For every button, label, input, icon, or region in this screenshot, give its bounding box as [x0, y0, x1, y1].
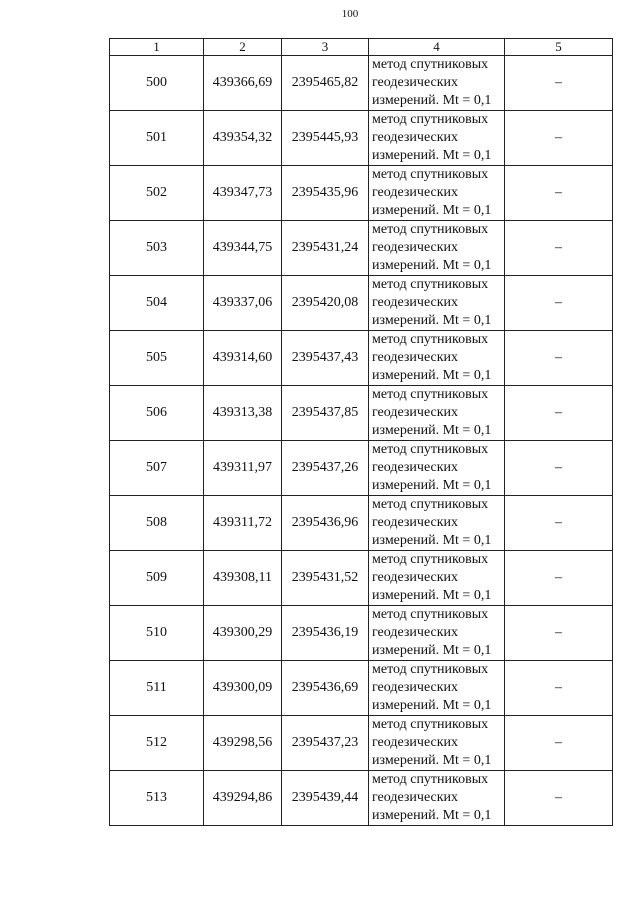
method-line: геодезических: [372, 460, 459, 475]
method-line: геодезических: [372, 295, 459, 310]
method-line: метод спутниковых: [372, 167, 489, 182]
point-number: 510: [110, 606, 204, 661]
coordinate-x: 439311,72: [204, 496, 282, 551]
method-cell: [369, 441, 505, 496]
coordinate-x: 439354,32: [204, 111, 282, 166]
method-line: метод спутниковых: [372, 57, 489, 72]
coordinate-x: 439294,86: [204, 771, 282, 826]
coordinate-y: 2395420,08: [282, 276, 369, 331]
method-line: метод спутниковых: [372, 387, 489, 402]
method-line: геодезических: [372, 625, 459, 640]
method-line: метод спутниковых: [372, 607, 489, 622]
coordinate-y: 2395437,26: [282, 441, 369, 496]
table-row: [110, 496, 613, 551]
method-line: метод спутниковых: [372, 112, 489, 127]
method-cell: [369, 716, 505, 771]
table-row: [110, 441, 613, 496]
method-line: метод спутниковых: [372, 277, 489, 292]
method-line: геодезических: [372, 130, 459, 145]
method-line: метод спутниковых: [372, 552, 489, 567]
coordinate-x: 439344,75: [204, 221, 282, 276]
method-line: измерений. Mt = 0,1: [372, 368, 492, 383]
column-5-value: –: [505, 331, 613, 386]
point-number: 506: [110, 386, 204, 441]
coordinate-x: 439298,56: [204, 716, 282, 771]
method-cell: [369, 496, 505, 551]
method-line: измерений. Mt = 0,1: [372, 533, 492, 548]
point-number: 503: [110, 221, 204, 276]
method-cell: [369, 166, 505, 221]
coordinate-x: 439337,06: [204, 276, 282, 331]
column-5-value: –: [505, 221, 613, 276]
method-cell: [369, 111, 505, 166]
column-5-value: –: [505, 716, 613, 771]
method-line: измерений. Mt = 0,1: [372, 423, 492, 438]
coordinate-x: 439311,97: [204, 441, 282, 496]
method-line: измерений. Mt = 0,1: [372, 148, 492, 163]
point-number: 511: [110, 661, 204, 716]
method-line: геодезических: [372, 405, 459, 420]
coordinate-x: 439300,29: [204, 606, 282, 661]
method-line: измерений. Mt = 0,1: [372, 313, 492, 328]
method-line: измерений. Mt = 0,1: [372, 93, 492, 108]
coordinate-x: 439300,09: [204, 661, 282, 716]
table-row: [110, 166, 613, 221]
header-col-4: 4: [369, 39, 505, 56]
method-line: геодезических: [372, 570, 459, 585]
method-cell: [369, 771, 505, 826]
table-row: [110, 111, 613, 166]
column-5-value: –: [505, 661, 613, 716]
method-line: геодезических: [372, 240, 459, 255]
method-line: геодезических: [372, 515, 459, 530]
column-5-value: –: [505, 606, 613, 661]
coordinate-x: 439313,38: [204, 386, 282, 441]
method-line: метод спутниковых: [372, 332, 489, 347]
column-5-value: –: [505, 276, 613, 331]
coordinate-y: 2395445,93: [282, 111, 369, 166]
table-row: [110, 661, 613, 716]
point-number: 508: [110, 496, 204, 551]
coordinate-y: 2395436,69: [282, 661, 369, 716]
method-line: измерений. Mt = 0,1: [372, 753, 492, 768]
coordinate-x: 439308,11: [204, 551, 282, 606]
method-cell: [369, 551, 505, 606]
table-row: [110, 716, 613, 771]
coordinate-x: 439366,69: [204, 56, 282, 111]
method-line: измерений. Mt = 0,1: [372, 258, 492, 273]
coordinate-x: 439347,73: [204, 166, 282, 221]
coordinate-y: 2395439,44: [282, 771, 369, 826]
header-col-1: 1: [110, 39, 204, 56]
method-cell: [369, 221, 505, 276]
point-number: 507: [110, 441, 204, 496]
column-5-value: –: [505, 771, 613, 826]
method-line: метод спутниковых: [372, 497, 489, 512]
method-line: геодезических: [372, 680, 459, 695]
method-line: геодезических: [372, 350, 459, 365]
point-number: 505: [110, 331, 204, 386]
method-cell: [369, 331, 505, 386]
point-number: 500: [110, 56, 204, 111]
coordinate-y: 2395435,96: [282, 166, 369, 221]
table-row: [110, 386, 613, 441]
table-row: [110, 551, 613, 606]
table-row: [110, 56, 613, 111]
method-line: геодезических: [372, 790, 459, 805]
method-line: метод спутниковых: [372, 717, 489, 732]
coordinate-y: 2395431,24: [282, 221, 369, 276]
column-5-value: –: [505, 56, 613, 111]
method-line: измерений. Mt = 0,1: [372, 203, 492, 218]
coordinate-x: 439314,60: [204, 331, 282, 386]
method-line: геодезических: [372, 75, 459, 90]
method-cell: [369, 606, 505, 661]
method-line: измерений. Mt = 0,1: [372, 698, 492, 713]
coordinate-y: 2395465,82: [282, 56, 369, 111]
coordinate-y: 2395437,23: [282, 716, 369, 771]
method-line: измерений. Mt = 0,1: [372, 808, 492, 823]
method-cell: [369, 56, 505, 111]
table-row: [110, 331, 613, 386]
column-5-value: –: [505, 441, 613, 496]
table-row: [110, 771, 613, 826]
column-5-value: –: [505, 111, 613, 166]
header-col-3: 3: [282, 39, 369, 56]
table-row: [110, 606, 613, 661]
point-number: 501: [110, 111, 204, 166]
coordinate-y: 2395437,85: [282, 386, 369, 441]
table-header-row: [110, 39, 613, 56]
column-5-value: –: [505, 551, 613, 606]
method-line: метод спутниковых: [372, 772, 489, 787]
method-line: геодезических: [372, 735, 459, 750]
point-number: 512: [110, 716, 204, 771]
method-cell: [369, 386, 505, 441]
method-line: измерений. Mt = 0,1: [372, 588, 492, 603]
method-line: метод спутниковых: [372, 442, 489, 457]
coordinate-y: 2395437,43: [282, 331, 369, 386]
coordinate-y: 2395436,19: [282, 606, 369, 661]
method-line: измерений. Mt = 0,1: [372, 643, 492, 658]
column-5-value: –: [505, 386, 613, 441]
header-col-5: 5: [505, 39, 613, 56]
point-number: 509: [110, 551, 204, 606]
method-cell: [369, 661, 505, 716]
table-row: [110, 276, 613, 331]
point-number: 504: [110, 276, 204, 331]
point-number: 502: [110, 166, 204, 221]
page-number: 100: [341, 8, 359, 20]
point-number: 513: [110, 771, 204, 826]
method-line: геодезических: [372, 185, 459, 200]
coordinate-y: 2395431,52: [282, 551, 369, 606]
column-5-value: –: [505, 166, 613, 221]
column-5-value: –: [505, 496, 613, 551]
header-col-2: 2: [204, 39, 282, 56]
method-line: метод спутниковых: [372, 662, 489, 677]
method-cell: [369, 276, 505, 331]
method-line: метод спутниковых: [372, 222, 489, 237]
coordinate-y: 2395436,96: [282, 496, 369, 551]
method-line: измерений. Mt = 0,1: [372, 478, 492, 493]
table-row: [110, 221, 613, 276]
coordinates-table: [109, 38, 613, 826]
